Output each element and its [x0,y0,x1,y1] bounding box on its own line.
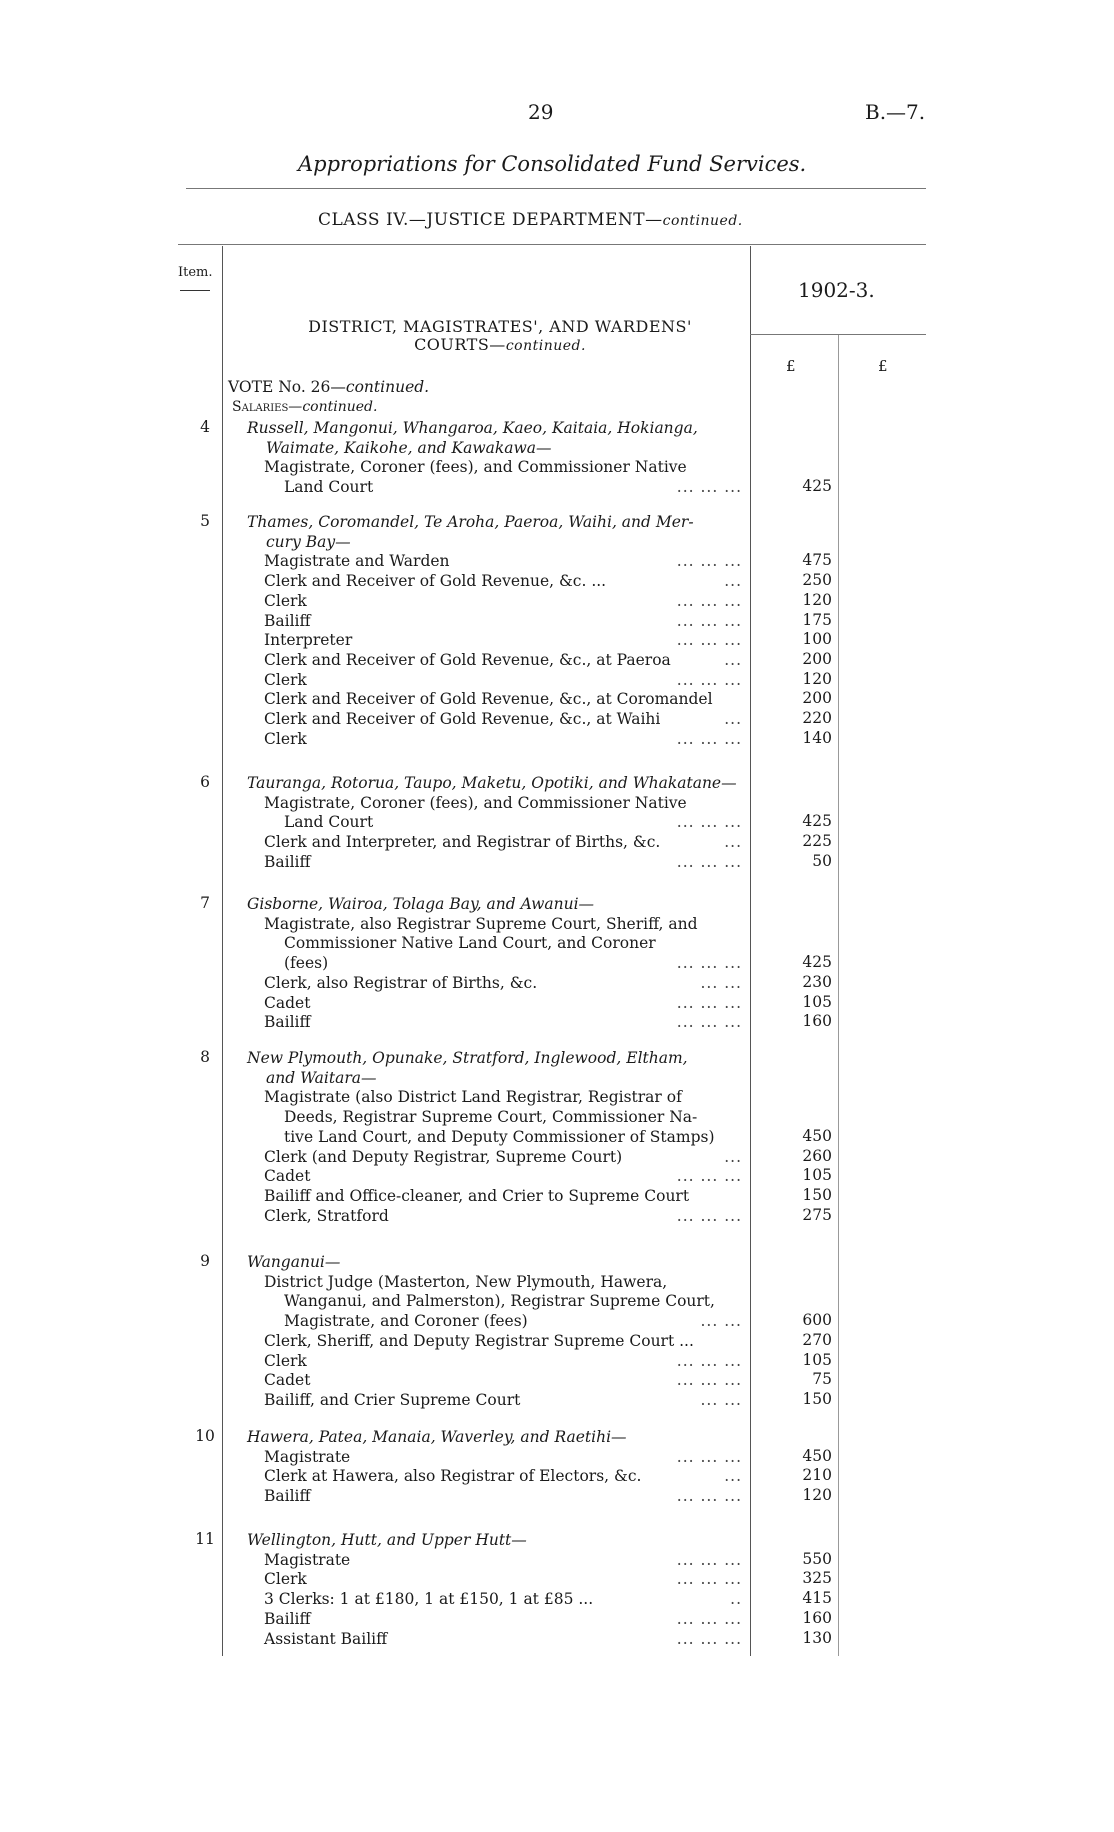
item-number: 4 [200,418,210,436]
amount-value: 105 [802,992,832,1011]
leader-dots: ... ... ... [676,1206,742,1225]
amount-value: 120 [802,1486,832,1505]
entry-description: tive Land Court, and Deputy Commissioner of Stamps) [284,1127,715,1146]
item-number: 10 [195,1427,215,1445]
leader-dots: ... [724,710,742,728]
district-name: New Plymouth, Opunake, Stratford, Inglewood, Eltham, [247,1049,688,1067]
leader-dots: ... ... ... [676,729,742,748]
amount-value: 160 [802,1012,832,1031]
amount-value: 105 [802,1350,832,1369]
amount-value: 200 [802,649,832,668]
leader-dots: ... ... ... [676,1487,742,1506]
district-name: Russell, Mangonui, Whangaroa, Kaeo, Kaitaia, Hokianga, [247,419,698,437]
entry-description: Clerk, Stratford [264,1206,389,1225]
year-header: 1902-3. [798,278,875,302]
amount-value: 150 [802,1389,832,1408]
district-name: Thames, Coromandel, Te Aroha, Paeroa, Waihi, and Mer- [247,513,694,531]
entry-description: Commissioner Native Land Court, and Coroner [284,934,656,953]
entry-description: Bailiff [264,1487,311,1506]
entry-description: Clerk at Hawera, also Registrar of Electors, &c. [264,1467,642,1486]
entry-description: Clerk and Receiver of Gold Revenue, &c., at Waihi [264,710,661,728]
entry-description: Assistant Bailiff [264,1629,388,1648]
district-name: cury Bay— [266,532,351,551]
amount-value: 105 [802,1166,832,1185]
amount-value: 550 [802,1549,832,1568]
leader-dots: ... ... ... [676,1570,742,1589]
amount-value: 450 [802,1446,832,1465]
entry-description: Magistrate, Coroner (fees), and Commissioner Native [264,458,687,477]
entry-description: (fees) [284,954,329,973]
amount-value: 415 [802,1589,832,1608]
amount-value: 225 [802,832,832,851]
class-heading-suffix: continued. [662,213,743,229]
entry-description: Clerk and Interpreter, and Registrar of Births, &c. [264,833,661,852]
amount-value: 140 [802,728,832,747]
entry-description: 3 Clerks: 1 at £180, 1 at £150, 1 at £85 ... [264,1590,594,1609]
total-column-rule [838,335,839,1656]
entry-description: Cadet [264,1371,311,1390]
year-header-rule [750,334,926,335]
leader-dots: ... ... ... [676,611,742,630]
entry-description: Clerk (and Deputy Registrar, Supreme Court) [264,1147,623,1166]
entry-description: Bailiff [264,1609,311,1628]
leader-dots: ... ... ... [676,670,742,689]
amount-value: 230 [802,972,832,991]
entry-description: Magistrate, and Coroner (fees) [284,1312,528,1331]
amount-value: 150 [802,1185,832,1204]
leader-dots: ... ... [700,1312,742,1331]
leader-dots: ... [724,1147,742,1166]
district-name: Hawera, Patea, Manaia, Waverley, and Raetihi— [247,1428,627,1446]
amount-value: 425 [802,953,832,972]
entry-description: Clerk, also Registrar of Births, &c. [264,973,538,992]
item-header-underline [180,290,210,291]
salaries-line-text: Salaries— [232,399,303,415]
leader-dots: ... ... ... [676,1371,742,1390]
leader-dots: ... ... ... [676,1629,742,1648]
entry-description: Clerk [264,1351,307,1370]
class-heading [318,210,743,230]
item-number: 9 [200,1252,210,1270]
vote-line-text: VOTE No. 26— [228,378,346,396]
entry-description: Magistrate [264,1550,351,1569]
entry-description: Interpreter [264,631,353,650]
leader-dots: ... [724,572,742,591]
item-column-header: Item. [178,265,213,280]
section-title-line1: DISTRICT, MAGISTRATES', AND WARDENS' [308,317,692,336]
entry-description: Clerk and Receiver of Gold Revenue, &c. ... [264,572,607,591]
leader-dots: ... ... [700,973,742,992]
item-column-rule [222,246,223,1656]
district-name: Wellington, Hutt, and Upper Hutt— [247,1531,527,1549]
amount-value: 220 [802,709,832,727]
amount-value: 160 [802,1608,832,1627]
leader-dots: ... [724,833,742,852]
amount-value: 600 [802,1311,832,1330]
entry-description: Clerk and Receiver of Gold Revenue, &c., at Coromandel [264,690,713,709]
entry-description: Clerk [264,1570,307,1589]
leader-dots: ... ... ... [676,478,742,497]
pound-header-1: £ [786,357,796,375]
amount-value: 120 [802,590,832,609]
leader-dots: ... [724,1467,742,1486]
leader-dots: ... ... ... [676,631,742,650]
entry-description: Bailiff and Office-cleaner, and Crier to Supreme Court [264,1186,690,1205]
document-reference: B.—7. [865,100,926,124]
leader-dots: ... ... ... [676,1550,742,1569]
amount-value: 50 [812,851,832,870]
amount-value: 175 [802,610,832,629]
amount-value: 260 [802,1146,832,1165]
amount-value: 275 [802,1205,832,1224]
entry-description: Magistrate [264,1447,351,1466]
table-top-rule [178,244,926,245]
entry-description: Clerk [264,729,307,748]
leader-dots: ... ... ... [676,1447,742,1466]
item-number: 11 [195,1530,215,1548]
amount-value: 120 [802,669,832,688]
entry-description: Magistrate, Coroner (fees), and Commissioner Native [264,793,687,812]
amount-column-rule [750,246,751,1656]
entry-description: Land Court [284,813,374,832]
amount-value: 100 [802,630,832,649]
district-name: and Waitara— [266,1068,377,1087]
amount-value: 270 [802,1330,832,1349]
section-title-suffix: continued. [505,338,586,354]
amount-value: 450 [802,1126,832,1145]
entry-description: District Judge (Masterton, New Plymouth, Hawera, [264,1272,668,1291]
section-title-line2: COURTS— [414,335,506,354]
leader-dots: ... ... ... [676,1609,742,1628]
entry-description: Cadet [264,993,311,1012]
leader-dots: ... [724,650,742,669]
leader-dots: ... ... ... [676,813,742,832]
vote-line [228,377,429,397]
amount-value: 75 [812,1370,832,1389]
entry-description: Magistrate and Warden [264,552,450,571]
item-number: 6 [200,773,210,791]
amount-value: 325 [802,1569,832,1588]
entry-description: Clerk [264,670,307,689]
leader-dots: ... ... ... [676,1167,742,1186]
entry-description: Clerk, Sheriff, and Deputy Registrar Supreme Court ... [264,1331,694,1350]
amount-value: 210 [802,1466,832,1485]
entry-description: Deeds, Registrar Supreme Court, Commissioner Na- [284,1108,698,1127]
pound-header-2: £ [878,357,888,375]
leader-dots: ... ... ... [676,852,742,871]
item-number: 5 [200,512,210,530]
leader-dots: ... ... ... [676,993,742,1012]
entry-description: Bailiff, and Crier Supreme Court [264,1390,521,1409]
salaries-line-suffix: continued. [302,399,378,415]
entry-description: Land Court [284,478,374,497]
district-name: Wanganui— [247,1253,341,1271]
entry-description: Magistrate, also Registrar Supreme Court, Sheriff, and [264,914,698,933]
entry-description: Bailiff [264,852,311,871]
amount-value: 425 [802,812,832,831]
entry-description: Wanganui, and Palmerston), Registrar Supreme Court, [284,1292,715,1311]
amount-value: 475 [802,551,832,570]
leader-dots: ... ... ... [676,552,742,571]
leader-dots: ... ... ... [676,1013,742,1032]
leader-dots: ... ... [700,1390,742,1409]
entry-description: Clerk [264,591,307,610]
district-name: Tauranga, Rotorua, Taupo, Maketu, Opotiki, and Whakatane— [247,774,737,792]
page-title: Appropriations for Consolidated Fund Services. [298,152,807,176]
section-title [250,318,750,355]
item-number: 7 [200,894,210,912]
entry-description: Bailiff [264,611,311,630]
vote-line-suffix: continued. [345,378,430,396]
leader-dots: ... ... ... [676,954,742,973]
page-number: 29 [528,100,554,124]
district-name: Gisborne, Wairoa, Tolaga Bay, and Awanui— [247,895,595,913]
entry-description: Magistrate (also District Land Registrar, Registrar of [264,1088,682,1107]
leader-dots: .. [730,1590,742,1609]
district-name: Waimate, Kaikohe, and Kawakawa— [266,438,552,457]
class-heading-text: CLASS IV.—JUSTICE DEPARTMENT— [318,210,663,230]
amount-value: 130 [802,1628,832,1647]
leader-dots: ... ... ... [676,1351,742,1370]
amount-value: 250 [802,571,832,590]
entry-description: Bailiff [264,1013,311,1032]
entry-description: Clerk and Receiver of Gold Revenue, &c., at Paeroa [264,650,671,669]
salaries-line [232,397,377,417]
entry-description: Cadet [264,1167,311,1186]
leader-dots: ... ... ... [676,591,742,610]
amount-value: 425 [802,477,832,496]
amount-value: 200 [802,689,832,708]
title-rule [186,188,926,189]
item-number: 8 [200,1048,210,1066]
